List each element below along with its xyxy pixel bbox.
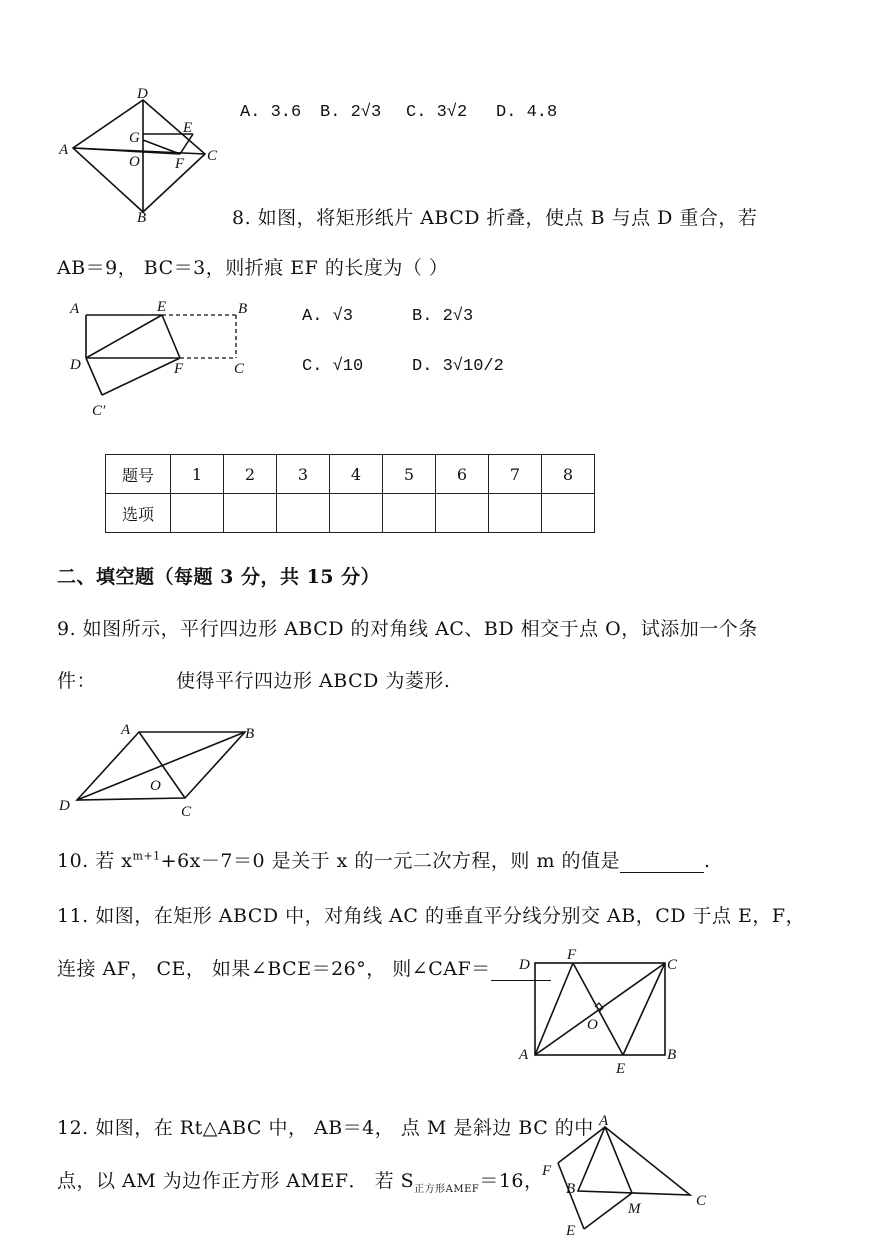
q12-label-a: A — [599, 1115, 609, 1129]
q12-line2-prefix: 点，以 AM 为边作正方形 AMEF． 若 S — [57, 1170, 415, 1192]
q7-label-f: F — [175, 156, 185, 172]
q12-line1: 12. 如图，在 Rt△ABC 中， AB＝4， 点 M 是斜边 BC 的中 — [57, 1117, 594, 1139]
q8-label-c-prime: C′ — [92, 403, 106, 419]
q9-label-o: O — [150, 778, 161, 794]
answer-cell[interactable] — [277, 494, 330, 533]
q8-label-f: F — [174, 361, 184, 377]
q11-label-e: E — [616, 1061, 626, 1077]
q9-line1: 9. 如图所示，平行四边形 ABCD 的对角线 AC、BD 相交于点 O，试添加一个条 — [57, 618, 758, 640]
answer-table-choice-row — [106, 494, 595, 533]
q8-option-c: C. √10 — [302, 357, 364, 376]
q9-label-b: B — [245, 726, 255, 742]
section2-title: 二、填空题（每题 3 分，共 15 分） — [57, 566, 381, 588]
q9-figure — [55, 718, 270, 823]
q12-label-b: B — [566, 1181, 576, 1197]
answer-cell[interactable] — [330, 494, 383, 533]
q8-figure — [62, 295, 262, 425]
answer-table-header-number: 题号 — [106, 455, 171, 494]
q7-label-b: B — [137, 210, 147, 226]
answer-table — [105, 454, 595, 533]
q7-option-b: B. 2√3 — [320, 103, 382, 122]
answer-table-number: 6 — [436, 455, 489, 494]
q8-line2: AB＝9， BC＝3，则折痕 EF 的长度为（ ） — [57, 257, 449, 279]
answer-cell[interactable] — [489, 494, 542, 533]
q9-label-a: A — [121, 722, 131, 738]
q11-label-o: O — [587, 1017, 598, 1033]
q9-line2-prefix: 件： — [57, 670, 97, 692]
q7-label-o: O — [129, 154, 140, 170]
q10-answer-blank[interactable] — [620, 852, 704, 873]
q10-rest: +6x－7＝0 是关于 x 的一元二次方程，则 m 的值是 — [160, 850, 621, 872]
answer-table-number: 8 — [542, 455, 595, 494]
q7-option-c: C. 3√2 — [406, 103, 468, 122]
q8-label-d: D — [70, 357, 81, 373]
q8-label-b: B — [238, 301, 248, 317]
q12-label-c: C — [696, 1193, 707, 1209]
q8-option-d: D. 3√10/2 — [412, 357, 504, 376]
q9-label-d: D — [59, 798, 70, 814]
q7-figure — [55, 82, 230, 227]
answer-cell[interactable] — [224, 494, 277, 533]
q12-label-f: F — [542, 1163, 552, 1179]
q11-label-d: D — [519, 957, 530, 973]
q10-exponent: m+1 — [132, 849, 161, 863]
answer-table-header-choice: 选项 — [106, 494, 171, 533]
q9-line2-rest: 使得平行四边形 ABCD 为菱形. — [176, 670, 451, 692]
q7-label-d: D — [137, 86, 148, 102]
q12-line2-end: ＝16， — [479, 1170, 544, 1192]
q8-label-e: E — [157, 299, 167, 315]
q12-line2-sub: 正方形AMEF — [414, 1183, 480, 1195]
q7-label-e: E — [183, 120, 193, 136]
q10-end: . — [704, 850, 711, 872]
answer-cell[interactable] — [383, 494, 436, 533]
q9-line2 — [57, 666, 450, 693]
answer-table-number: 2 — [224, 455, 277, 494]
answer-table-number: 7 — [489, 455, 542, 494]
answer-table-number: 4 — [330, 455, 383, 494]
q7-option-a: A. 3.6 — [240, 103, 302, 122]
q8-label-c: C — [234, 361, 245, 377]
q11-figure — [515, 945, 690, 1080]
q12-label-m: M — [628, 1201, 641, 1217]
q11-label-a: A — [519, 1047, 529, 1063]
q8-line1: 8. 如图，将矩形纸片 ABCD 折叠，使点 B 与点 D 重合，若 — [232, 207, 758, 229]
q11-label-f: F — [567, 947, 577, 963]
answer-table-number: 1 — [171, 455, 224, 494]
answer-table-number: 3 — [277, 455, 330, 494]
q10-prefix: 10. 若 x — [57, 850, 133, 872]
q12-label-e: E — [566, 1223, 576, 1239]
q7-label-a: A — [59, 142, 69, 158]
q8-label-a: A — [70, 301, 80, 317]
q11-line1: 11. 如图，在矩形 ABCD 中，对角线 AC 的垂直平分线分别交 AB，CD 于点 E，F， — [57, 905, 806, 927]
q11-line2 — [57, 954, 551, 981]
q12-line2 — [57, 1166, 544, 1195]
q10-line — [57, 846, 711, 873]
answer-cell[interactable] — [542, 494, 595, 533]
q8-option-b: B. 2√3 — [412, 307, 474, 326]
q7-label-c: C — [207, 148, 218, 164]
answer-cell[interactable] — [171, 494, 224, 533]
q9-label-c: C — [181, 804, 192, 820]
q7-label-g: G — [129, 130, 140, 146]
q11-label-c: C — [667, 957, 678, 973]
answer-table-number-row — [106, 455, 595, 494]
answer-table-number: 5 — [383, 455, 436, 494]
q12-figure — [540, 1115, 720, 1239]
q11-label-b: B — [667, 1047, 677, 1063]
q11-line2-text: 连接 AF， CE， 如果∠BCE＝26°， 则∠CAF＝ — [57, 958, 491, 980]
answer-cell[interactable] — [436, 494, 489, 533]
q7-option-d: D. 4.8 — [496, 103, 558, 122]
q8-option-a: A. √3 — [302, 307, 354, 326]
